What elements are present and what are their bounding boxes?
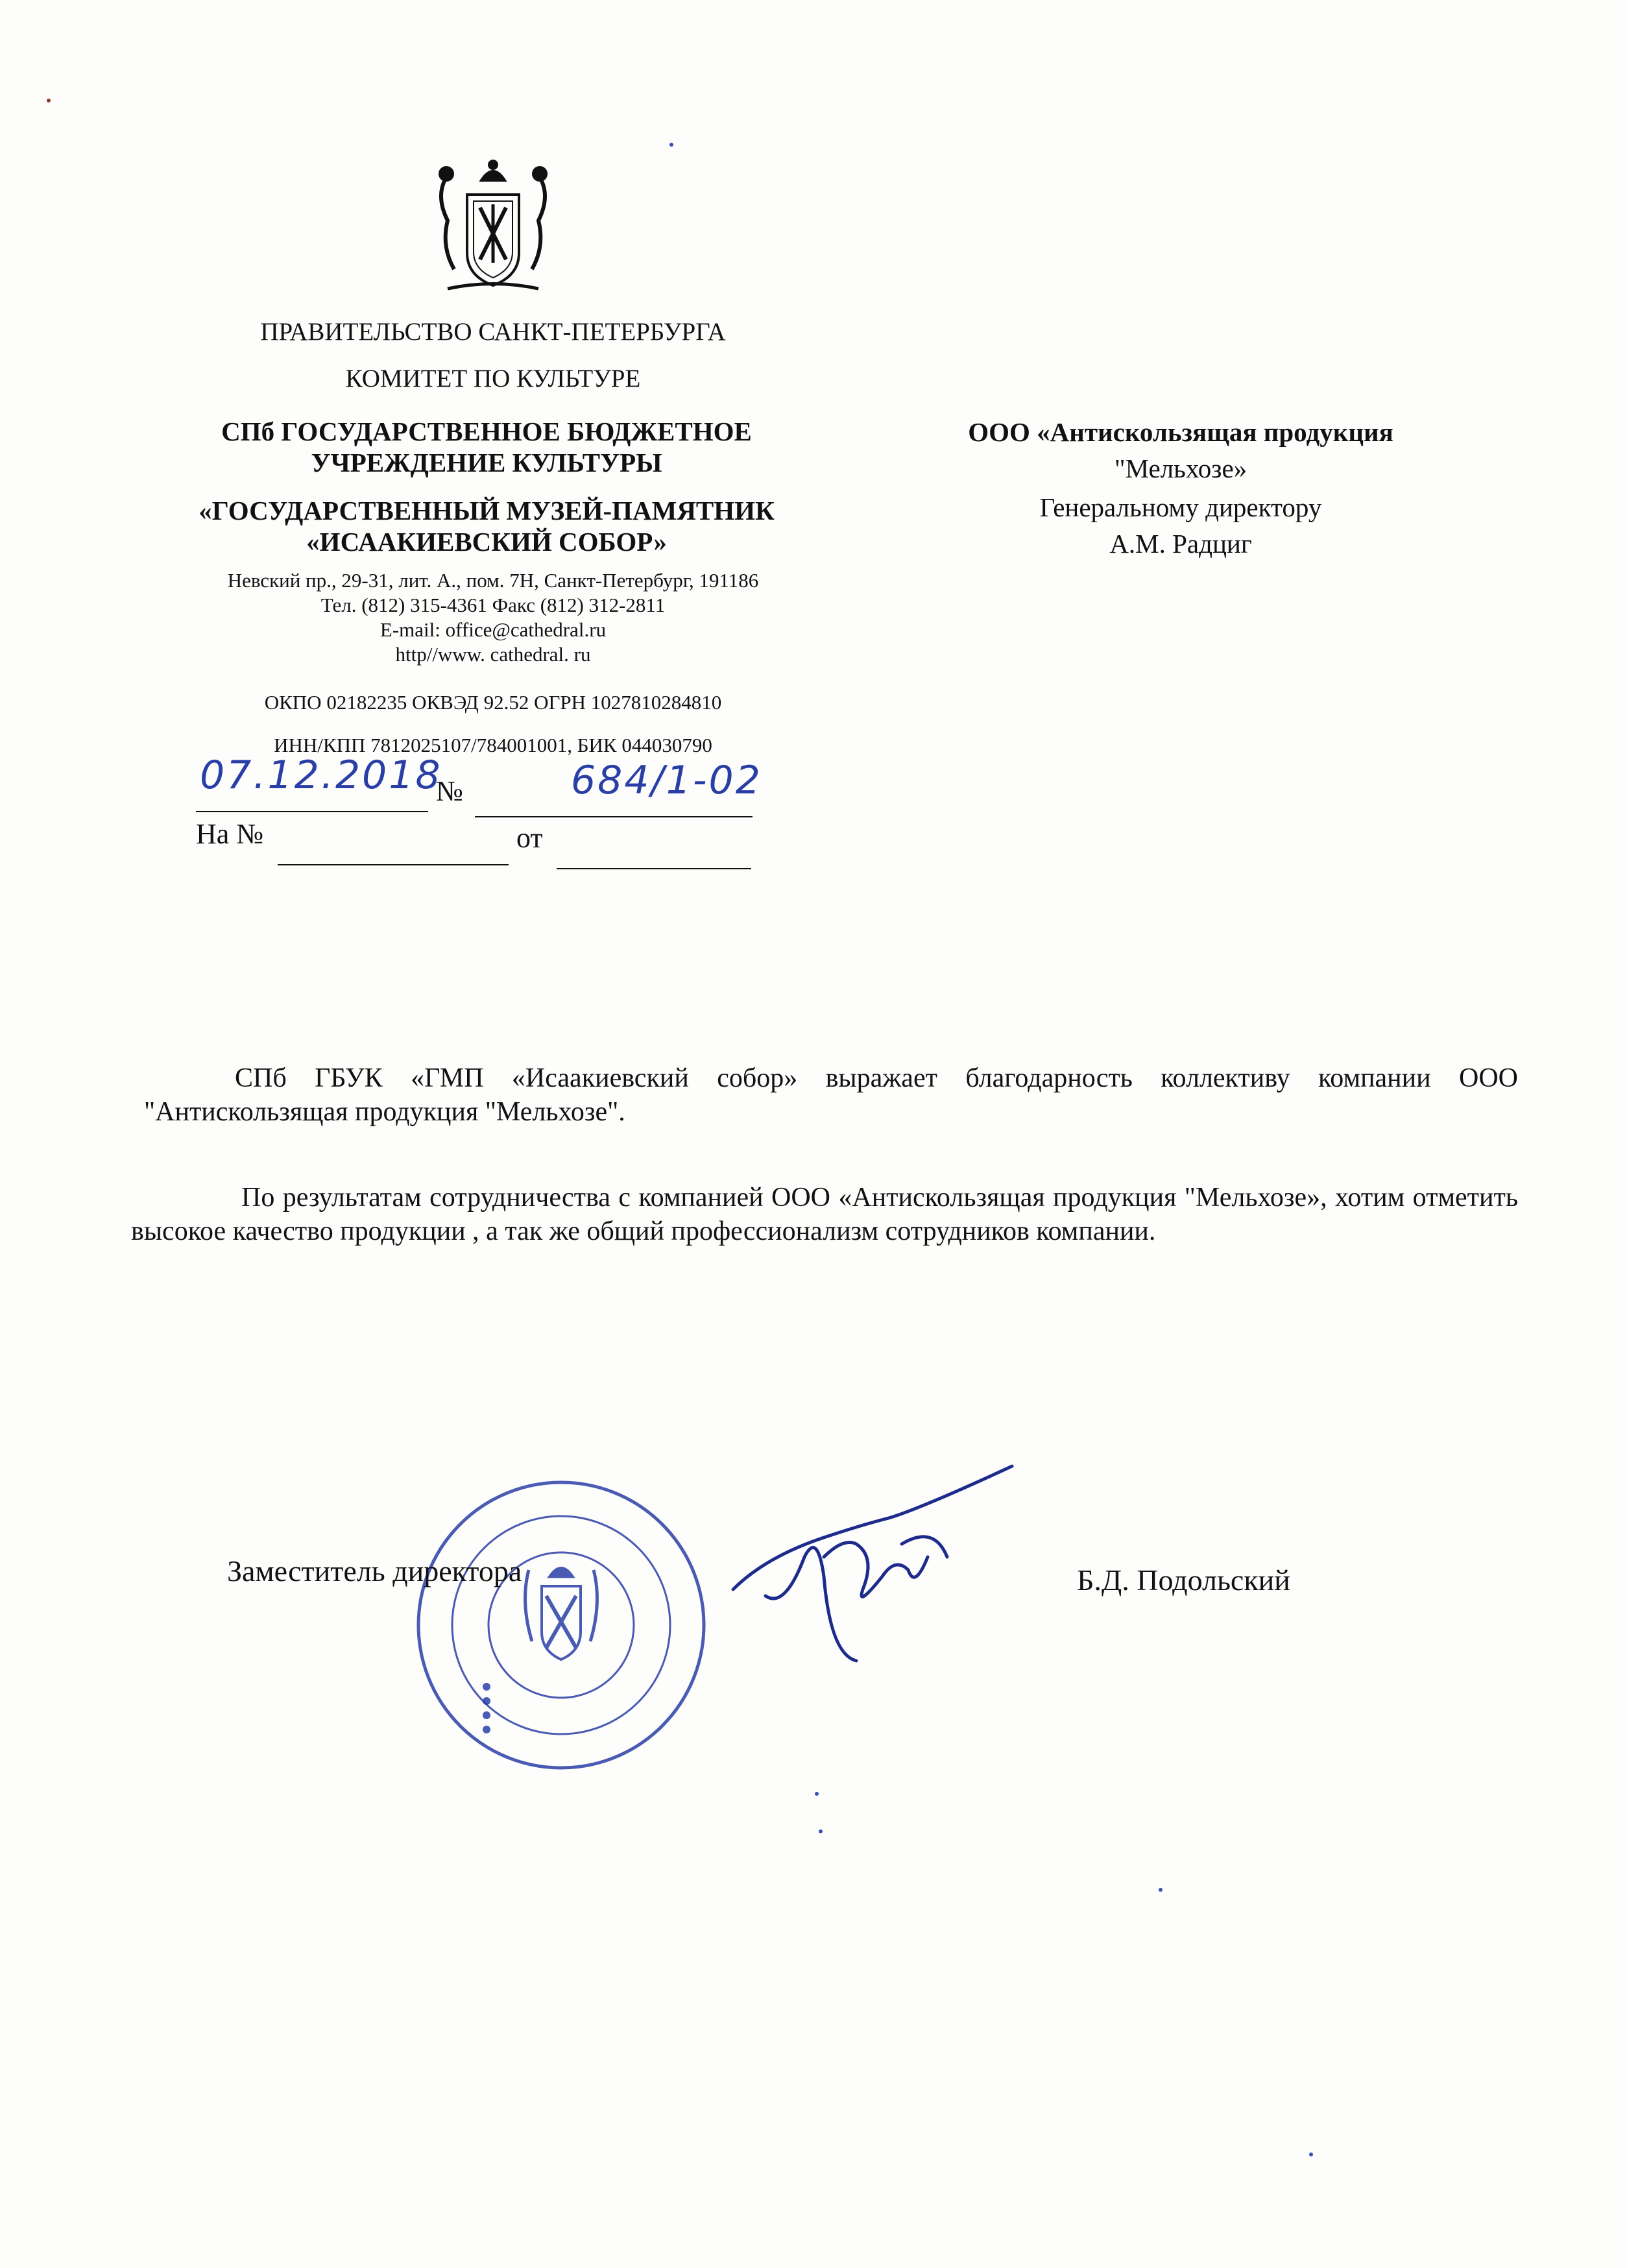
scan-speck xyxy=(1309,2153,1313,2156)
signer-name: Б.Д. Подольский xyxy=(1077,1563,1290,1597)
coat-of-arms-emblem xyxy=(428,156,558,295)
committee-name: КОМИТЕТ ПО КУЛЬТУРЕ xyxy=(345,365,641,392)
addressee-name: А.М. Радциг xyxy=(1109,529,1252,559)
registration-codes-line1: ОКПО 02182235 ОКВЭД 92.52 ОГРН 1027810284810 xyxy=(264,691,722,714)
org-name-line1: СПб ГОСУДАРСТВЕННОЕ БЮДЖЕТНОЕ xyxy=(221,416,752,446)
website-line: http//www. cathedral. ru xyxy=(395,643,591,666)
body-paragraph-2: По результатам сотрудничества с компанией ООО «Антискользящая продукция "Мельхозе», хотим отметить высокое качество продукции , а так же общий профессионализм сотрудников компании. xyxy=(131,1183,1518,1246)
date-underline xyxy=(196,810,428,812)
phone-line: Тел. (812) 315-4361 Факс (812) 312-2811 xyxy=(320,594,666,616)
number-underline xyxy=(475,815,753,817)
number-label: № xyxy=(436,775,463,807)
handwritten-date: 07.12.2018 xyxy=(200,753,442,798)
addressee-company xyxy=(895,415,1466,449)
museum-name-line2: «ИСААКИЕВСКИЙ СОБОР» xyxy=(306,527,667,557)
handwritten-signature xyxy=(727,1460,1025,1674)
reference-label: На № xyxy=(196,818,264,850)
museum-name-line1: «ГОСУДАРСТВЕННЫЙ МУЗЕЙ-ПАМЯТНИК xyxy=(199,496,775,525)
scan-speck xyxy=(47,99,51,103)
scan-speck xyxy=(669,143,673,147)
reference-underline xyxy=(278,863,509,865)
registration-codes-line2: ИНН/КПП 7812025107/784001001, БИК 044030790 xyxy=(274,734,712,756)
government-name: ПРАВИТЕЛЬСТВО САНКТ-ПЕТЕРБУРГА xyxy=(260,318,726,346)
signer-position: Заместитель директора xyxy=(227,1554,522,1587)
email-line: E-mail: office@cathedral.ru xyxy=(380,618,607,641)
addressee-company-line2: "Мельхозе» xyxy=(1114,453,1247,483)
body-paragraph-1: СПб ГБУК «ГМП «Исаакиевский собор» выражает благодарность коллективу компании ООО "Антискользящая продукция "Мельхозе". xyxy=(144,1063,1518,1127)
org-name-line2: УЧРЕЖДЕНИЕ КУЛЬТУРЫ xyxy=(311,448,662,477)
addressee-company-text: ООО «Антискользящая продукция xyxy=(968,417,1393,447)
official-stamp xyxy=(409,1473,714,1778)
addressee-position: Генеральному директору xyxy=(1039,492,1322,522)
from-label: от xyxy=(516,822,543,854)
address-line: Невский пр., 29-31, лит. А., пом. 7Н, Санкт-Петербург, 191186 xyxy=(227,569,759,592)
scan-speck xyxy=(815,1792,819,1796)
handwritten-number: 684/1-02 xyxy=(571,758,762,803)
scan-speck xyxy=(819,1829,823,1833)
scan-speck xyxy=(1159,1888,1163,1892)
from-underline xyxy=(557,867,751,869)
